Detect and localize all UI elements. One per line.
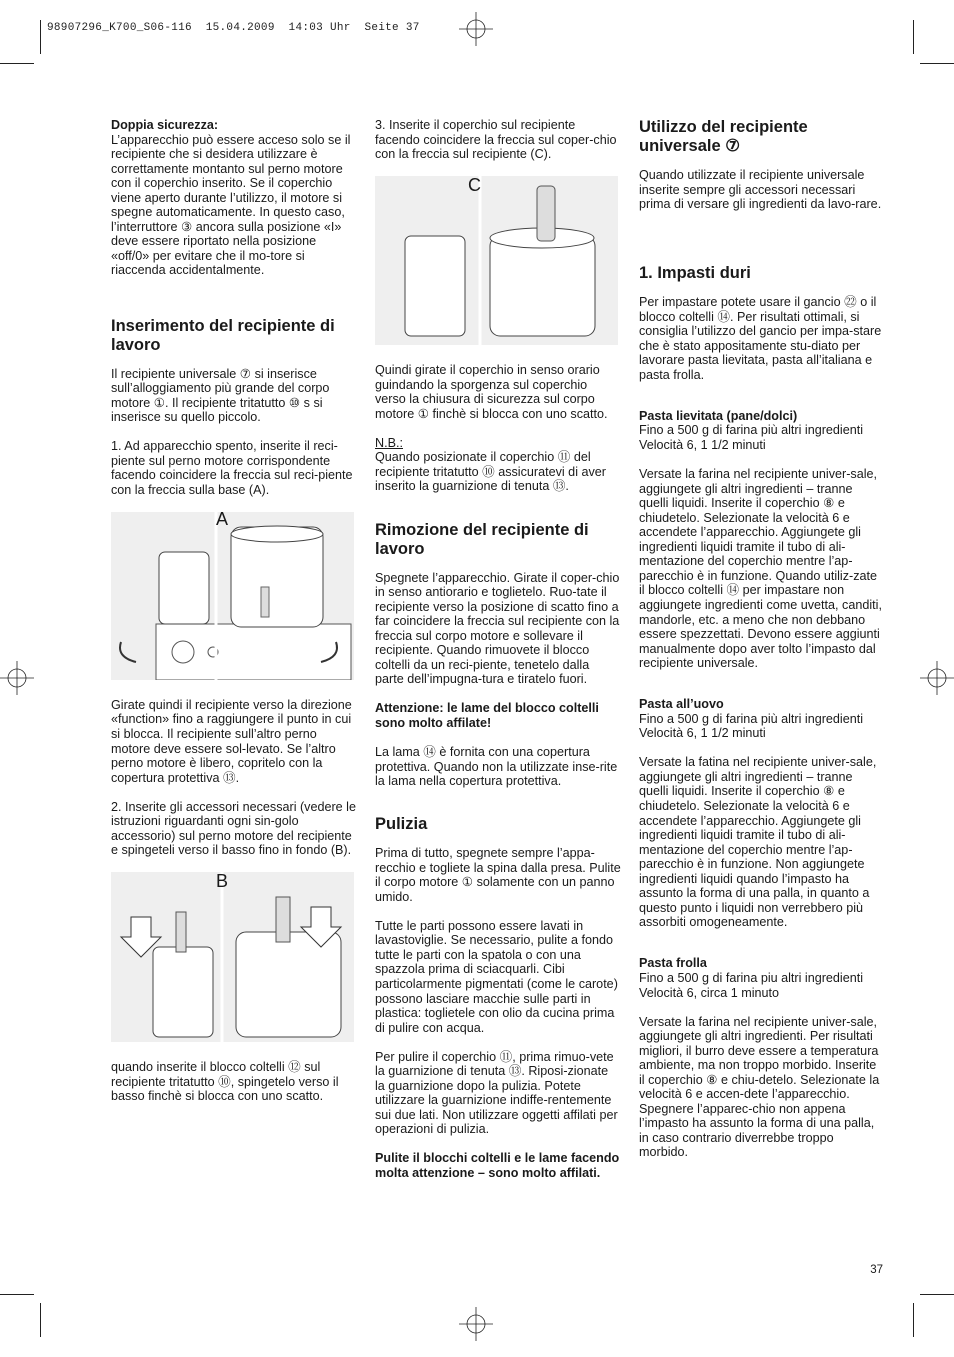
cleaning-text: Per pulire il coperchio ⑪, prima rimuo-vete la guarnizione di tenuta ⑬. Riposi-zionate la guarnizione dopo la pulizia. Potete utilizzare la guarnizione indiffe-rentemente sui due lati. Non utilizzare oggetti affilati per operazioni di pulizia.: [375, 1049, 618, 1137]
registration-mark-icon: [459, 1307, 493, 1341]
crop-mark: [913, 1303, 914, 1337]
remove-heading: Rimozione del recipiente di lavoro: [375, 520, 589, 558]
shortcrust-title: Pasta frolla: [639, 956, 707, 971]
safety-title: Doppia sicurezza:: [111, 118, 219, 132]
print-slug: 98907296_K700_S06-116 15.04.2009 14:03 Uhr Seite 37: [47, 22, 420, 34]
note-label: N.B.:: [375, 435, 403, 450]
insert-paragraph: Girate quindi il recipiente verso la direzione «function» fino a raggiungere il punto in cui si blocca. Il recipiente sull’altro perno motore deve essere sol-levato. Se l’altro perno motore è libero, copritelo con la copertura protettiva ⑬.: [111, 697, 352, 785]
egg-pasta-speed: Velocità 6, 1 1/2 minuti: [639, 726, 766, 741]
egg-pasta-text: Versate la fatina nel recipiente univer-sale, aggiungete gli altri ingredienti – tranne quelli liquidi. Inserite il coperchio ⑧ e chiudetelo. Selezionate la velocità 6 e accendete l’apparecchio. Aggiungete gli ingredienti liquidi tramite il tubo di ali-mentazione del coperchio mentre l’ap-parecchio è in funzione. Non aggiungete ingredienti liquidi quando l’impasto ha assunto la forma di una palla, in quanto a questo punto i liquidi non verrebbero più assorbiti omogeneamente.: [639, 755, 877, 930]
figure-label: A: [216, 511, 229, 529]
shortcrust-speed: Velocità 6, circa 1 minuto: [639, 985, 780, 1000]
cleaning-warning: Pulite il blocchi coltelli e le lame facendo molta attenzione – sono molto affilati.: [375, 1151, 620, 1181]
blade-warning: Attenzione: le lame del blocco coltelli sono molto affilate!: [375, 701, 599, 730]
figure-c: [375, 176, 618, 345]
crop-mark: [913, 20, 914, 54]
registration-mark-icon: [459, 12, 493, 46]
accessories-insertion-illustration: [111, 872, 354, 1042]
dough-text: Per impastare potete usare il gancio ㉒ o il blocco coltelli ⑭. Per risultati ottimali, si consiglia l’utilizzo del gancio per impa-stare che è stato appositamente stu-diato per lavorare pasta lievitata, pasta all’italiana e pasta frolla.: [639, 295, 882, 382]
registration-mark-icon: [0, 661, 34, 695]
yeast-dough-speed: Velocità 6, 1 1/2 minuti: [639, 438, 766, 453]
shortcrust-text: Versate la farina nel recipiente univer-sale, aggiungete gli altri ingredienti. Per risultati migliori, il burro deve essere a temperatura ambiente, ma non troppo morbido. Inserite il coperchio ⑧ e chiu-detelo. Selezionate la velocità 6 e accen-dete l’apparecchio. Spegnere l’apparec-chio non appena l’impasto ha assunto la forma di una palla, in caso contrario diverrebbe troppo morbido.: [639, 1014, 880, 1160]
usage-text: Quando utilizzate il recipiente universale inserite sempre gli accessori necessari prima di versare gli ingredienti da lavo-rare.: [639, 168, 882, 212]
yeast-dough-quantity: Fino a 500 g di farina più altri ingredienti: [639, 423, 864, 438]
figure-a: [111, 512, 354, 680]
note-text: Quando posizionate il coperchio ⑪ del recipiente tritatutto ⑩ assicuratevi di aver inserito la guarnizione di tenuta ⑬.: [375, 450, 606, 494]
egg-pasta-title: Pasta all’uovo: [639, 697, 724, 712]
column-right: [639, 118, 885, 1175]
column-left: [111, 118, 357, 1119]
cleaning-text: Prima di tutto, spegnete sempre l’appa-recchio e togliete la spina dalla presa. Pulite il corpo motore ① solamente con un panno umido.: [375, 846, 621, 904]
insert-paragraph: Il recipiente universale ⑦ si inserisce sull’alloggiamento più grande del corpo motore ①. Il recipiente tritatutto ⑩ s si inserisce su quello piccolo.: [111, 366, 330, 425]
figure-b: [111, 872, 354, 1042]
insert-paragraph: 2. Inserite gli accessori necessari (vedere le istruzioni riguardanti ogni sin-golo accessorio) sul perno motore del recipiente e spingeteli verso il basso fino in fondo (B).: [111, 799, 356, 858]
crop-mark: [0, 63, 34, 64]
dough-heading: 1. Impasti duri: [639, 264, 751, 283]
crop-mark: [40, 20, 41, 54]
yeast-dough-title: Pasta lievitata (pane/dolci): [639, 408, 798, 423]
registration-mark-icon: [920, 661, 954, 695]
remove-text: Spegnete l’apparecchio. Girate il coper-chio in senso antiorario e toglietelo. Ruo-tate il recipiente verso la posizione di scatto fino a far coincidere la freccia sul recipiente con la freccia sul corpo motore e sollevare il recipiente. Quando rimuovete il blocco coltelli da un reci-piente, tenetelo dalla parte dell’impugna-tura e tiratelo fuori.: [375, 570, 620, 687]
turn-lid-text: Quindi girate il coperchio in senso orario guindando la sporgenza sul coperchio verso la chiusura di sicurezza sul corpo motore ① finchè si blocca con uno scatto.: [375, 363, 608, 421]
yeast-dough-text: Versate la farina nel recipiente univer-sale, aggiungete gli altri ingredienti – tranne quelli liquidi. Inserite il coperchio ⑧ e chiudetelo. Selezionate la velocità 6 e accendete l’apparecchio. Aggiungete gli ingredienti liquidi tramite il tubo di ali-mentazione del coperchio mentre l’ap-parecchio è in funzione. Quando utiliz-zate il blocco coltelli ⑭ per impastare non aggiungete ingredienti come uvetta, canditi, mandorle, etc. a meno che non debbano essere spezzettati. Devono essere aggiunti manualmente dopo aver tolto l’impasto dal recipiente universale.: [639, 467, 882, 671]
shortcrust-quantity: Fino a 500 g di farina piu altri ingredienti: [639, 970, 864, 985]
egg-pasta-quantity: Fino a 500 g di farina più altri ingredienti: [639, 711, 864, 726]
food-processor-bowls-illustration: [111, 512, 354, 680]
cleaning-text: Tutte le parti possono essere lavati in lavastoviglie. Se necessario, pulite a fondo tutte le parti con la spatola o con una spazzola prima di sciacquarli. Cibi particolarmente pigmentati (come le carote) possono lasciare macchie sulle parti in plastica: toglietele con olio da cucina prima di pulire con acqua.: [375, 918, 618, 1035]
insert-heading: Inserimento del recipiente di lavoro: [111, 316, 335, 354]
crop-mark: [0, 1294, 34, 1295]
figure-label: B: [216, 872, 229, 892]
column-middle: [375, 118, 621, 1195]
insert-paragraph: quando inserite il blocco coltelli ⑫ sul recipiente tritatutto ⑩, spingetelo verso il basso finchè si blocca con uno scatto.: [111, 1060, 339, 1104]
usage-heading: Utilizzo del recipiente universale ⑦: [639, 118, 808, 155]
figure-label: C: [468, 176, 481, 196]
cleaning-heading: Pulizia: [375, 815, 428, 834]
safety-text: L’apparecchio può essere acceso solo se il recipiente che si desidera utilizzare è correttamente montanto sul perno motore con il coperchio inserito. Se il coperchio viene aperto durante l’utilizzo, il motore si spegne automaticamente. In questo caso, l’interruttore ③ ancora sulla posizione «I» deve essere riportato nella posizione «off/0» per evitare che il mo-tore si riaccenda accidentalmente.: [111, 132, 351, 278]
lid-step-text: 3. Inserite il coperchio sul recipiente facendo coincidere la freccia sul coper-chio con la freccia sul recipiente (C).: [375, 118, 617, 162]
crop-mark: [920, 1294, 954, 1295]
blade-cover-text: La lama ⑭ è fornita con una copertura protettiva. Quando non la utilizzate inse-rite la lama nella copertura protettiva.: [375, 744, 618, 789]
insert-paragraph: 1. Ad apparecchio spento, inserite il reci-piente sul perno motore corrispondente facendo coincidere la freccia sul reci-piente con la freccia sulla base (A).: [111, 439, 353, 497]
page-number: 37: [870, 1264, 883, 1276]
crop-mark: [920, 63, 954, 64]
lid-attachment-illustration: [375, 176, 618, 345]
crop-mark: [40, 1303, 41, 1337]
